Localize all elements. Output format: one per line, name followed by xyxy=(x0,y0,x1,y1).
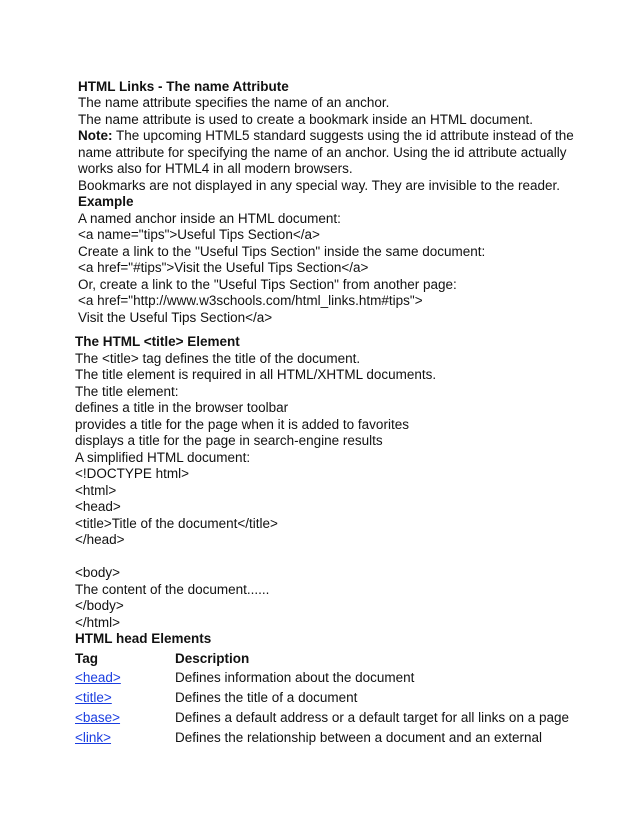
table-cell-description: Defines the relationship between a document and an external xyxy=(175,730,542,745)
table-header-tag: Tag xyxy=(75,651,98,666)
paragraph-line: A simplified HTML document: xyxy=(75,450,251,465)
example-line: Create a link to the "Useful Tips Section" inside the same document: xyxy=(78,244,486,259)
section-heading-head-elements: HTML head Elements xyxy=(75,631,212,646)
example-line: <a href="#tips">Visit the Useful Tips Section</a> xyxy=(78,260,369,275)
paragraph-line: defines a title in the browser toolbar xyxy=(75,400,289,415)
code-line: </head> xyxy=(75,532,125,547)
table-cell-description: Defines information about the document xyxy=(175,670,415,685)
tag-link-link[interactable]: <link> xyxy=(75,730,112,745)
paragraph-line: provides a title for the page when it is added to favorites xyxy=(75,417,409,432)
paragraph-line: displays a title for the page in search-engine results xyxy=(75,433,383,448)
section-heading-name-attribute: HTML Links - The name Attribute xyxy=(78,79,289,94)
paragraph-line: The name attribute is used to create a bookmark inside an HTML document. xyxy=(78,112,533,127)
table-cell-description: Defines the title of a document xyxy=(175,690,358,705)
code-line: <title>Title of the document</title> xyxy=(75,516,278,531)
paragraph-line: The title element: xyxy=(75,384,179,399)
code-line: <html> xyxy=(75,483,117,498)
paragraph-line: works also for HTML4 in all modern browsers. xyxy=(78,161,353,176)
code-line: <!DOCTYPE html> xyxy=(75,466,190,481)
note-text: The upcoming HTML5 standard suggests using the id attribute instead of the xyxy=(112,128,574,143)
tag-link-title[interactable]: <title> xyxy=(75,690,112,705)
section-heading-title-element: The HTML <title> Element xyxy=(75,334,240,349)
table-header-description: Description xyxy=(175,651,250,666)
example-line: <a name="tips">Useful Tips Section</a> xyxy=(78,227,320,242)
note-label: Note: xyxy=(78,128,113,143)
paragraph-line: name attribute for specifying the name of an anchor. Using the id attribute actually xyxy=(78,145,567,160)
code-line: </body> xyxy=(75,598,124,613)
code-line: <body> xyxy=(75,565,121,580)
paragraph-line: The title element is required in all HTML/XHTML documents. xyxy=(75,367,437,382)
code-line: The content of the document...... xyxy=(75,582,270,597)
tag-link-head[interactable]: <head> xyxy=(75,670,121,685)
example-line: Or, create a link to the "Useful Tips Section" from another page: xyxy=(78,277,457,292)
paragraph-line: Bookmarks are not displayed in any special way. They are invisible to the reader. xyxy=(78,178,561,193)
example-line: Visit the Useful Tips Section</a> xyxy=(78,310,273,325)
example-line: <a href="http://www.w3schools.com/html_links.htm#tips"> xyxy=(78,293,423,308)
tag-link-base[interactable]: <base> xyxy=(75,710,121,725)
note-line xyxy=(78,128,574,144)
paragraph-line: The name attribute specifies the name of an anchor. xyxy=(78,95,390,110)
table-cell-description: Defines a default address or a default target for all links on a page xyxy=(175,710,569,725)
paragraph-line: The <title> tag defines the title of the document. xyxy=(75,351,361,366)
code-line: </html> xyxy=(75,615,121,630)
code-line: <head> xyxy=(75,499,121,514)
example-heading: Example xyxy=(78,194,134,209)
example-line: A named anchor inside an HTML document: xyxy=(78,211,341,226)
